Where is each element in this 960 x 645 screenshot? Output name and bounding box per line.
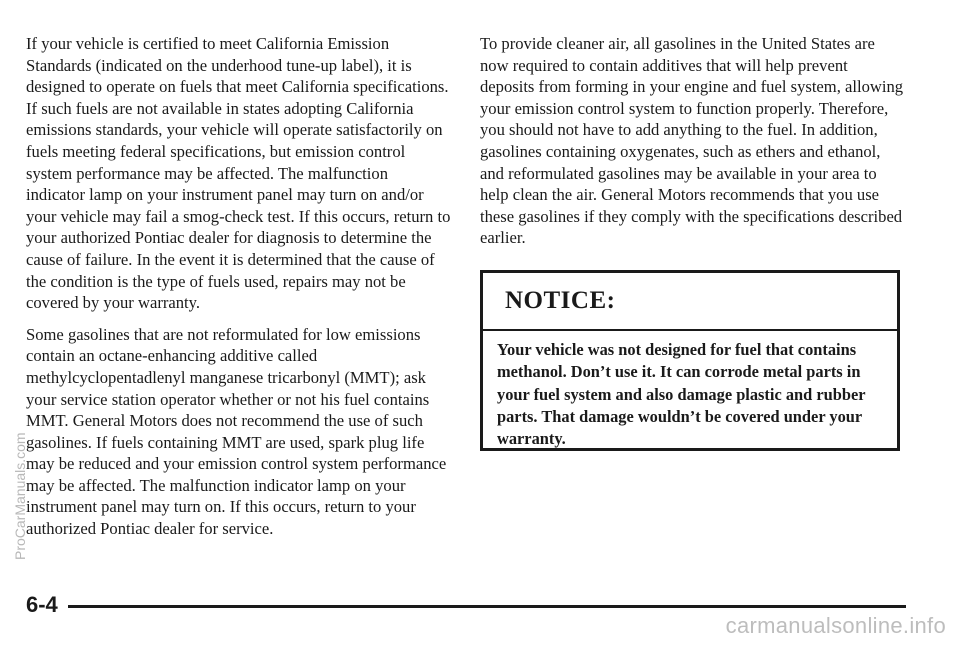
footer-rule [68, 605, 906, 608]
notice-box [480, 270, 900, 451]
bottom-watermark: carmanualsonline.info [725, 613, 946, 638]
left-column [26, 33, 451, 550]
paragraph-cleaner-air: To provide cleaner air, all gasolines in the United States are now required to contain additives that will help prevent deposits from forming in your engine and fuel system, allowing your emission control system to function properly. Therefore, you should not have to add anything to the fuel. In addition, gasolines containing oxygenates, such as ethers and ethanol, and reformulated gasolines may be available in your area to help clean the air. General Motors recommends that you use these gasolines if they comply with the specifications described earlier. [480, 34, 904, 248]
notice-heading: NOTICE: [483, 273, 897, 331]
right-column [480, 33, 905, 259]
paragraph-mmt-additive: Some gasolines that are not reformulated for low emissions contain an octane-enhancing additive called methylcyclopentadlenyl manganese tricarbonyl (MMT); ask your service station operator whether or not his fuel contains MMT. General Motors does not recommend the use of such gasolines. If fuels containing MMT are used, spark plug life may be reduced and your emission control system performance may be affected. The malfunction indicator lamp on your instrument panel may turn on. If this occurs, return to your authorized Pontiac dealer for service. [26, 324, 447, 539]
notice-body-text: Your vehicle was not designed for fuel that contains methanol. Don’t use it. It can corrode metal parts in your fuel system and also damage plastic and rubber parts. That damage wouldn’t be covered under your warranty. [497, 340, 866, 449]
page-number: 6-4 [26, 592, 58, 617]
paragraph-california-emission: If your vehicle is certified to meet California Emission Standards (indicated on the underhood tune-up label), it is designed to operate on fuels that meet California specifications. If such fuels are not available in states adopting California emissions standards, your vehicle will operate satisfactorily on fuels meeting federal specifications, but emission control system performance may be affected. The malfunction indicator lamp on your instrument panel may turn on and/or your vehicle may fail a smog-check test. If this occurs, return to your authorized Pontiac dealer for diagnosis to determine the cause of failure. In the event it is determined that the cause of the condition is the type of fuels used, repairs may not be covered by your warranty. [26, 34, 451, 313]
side-watermark: ProCarManuals.com [12, 432, 28, 560]
